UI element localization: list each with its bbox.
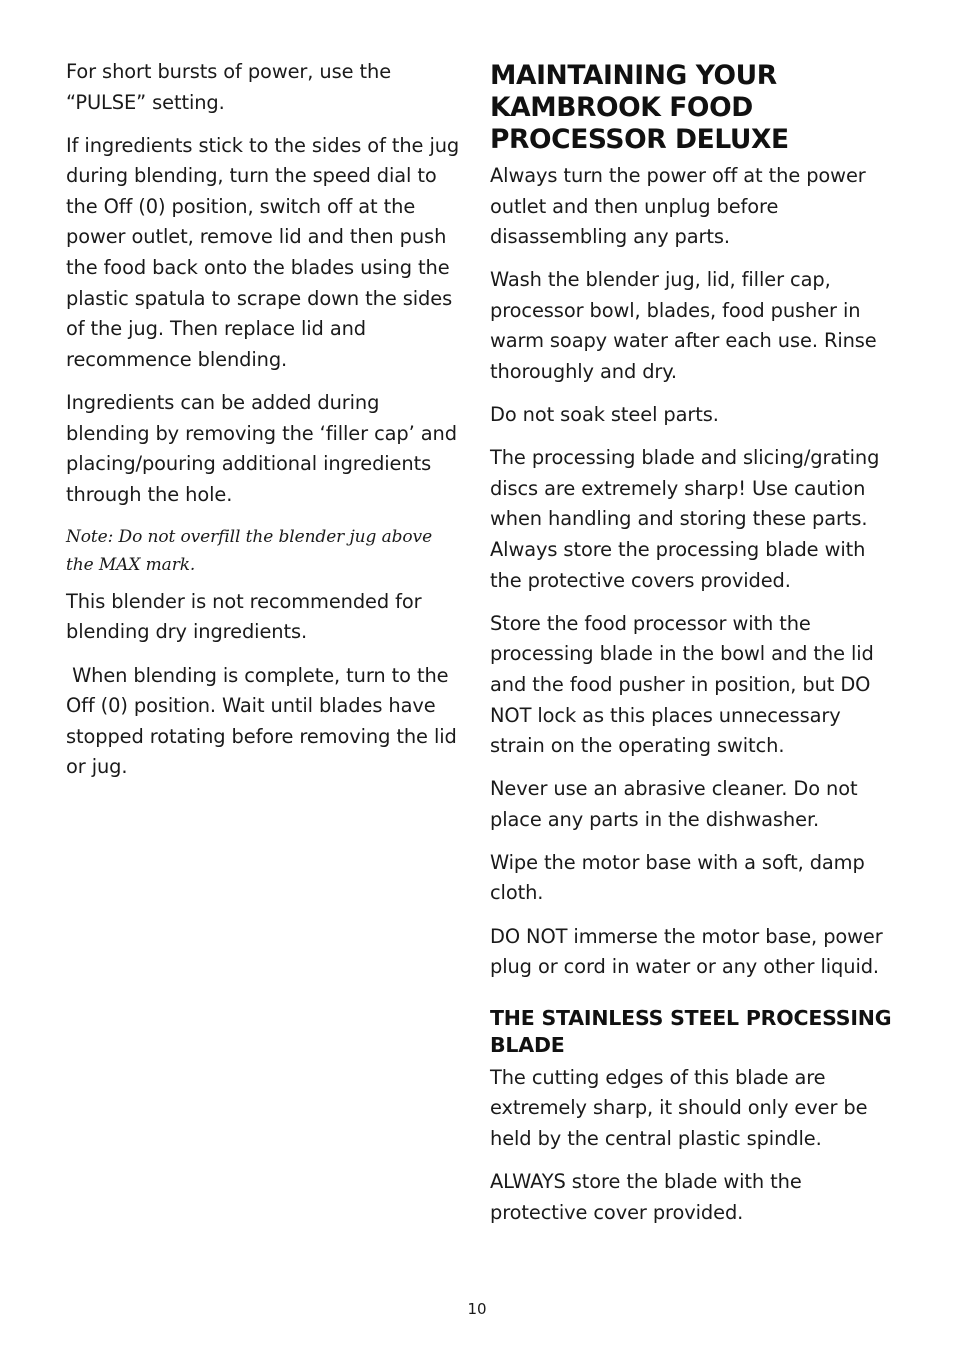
paragraph-store-blade: ALWAYS store the blade with the protective cover provided. [490,1170,802,1224]
paragraph-abrasive: Never use an abrasive cleaner. Do not place any parts in the dishwasher. [490,777,858,831]
paragraph-add-ingredients: Ingredients can be added during blending by removing the ‘filler cap’ and placing/pouring additional ingredients through the hole. [66,390,457,506]
paragraph-sharp-blade: The processing blade and slicing/grating discs are extremely sharp! Use caution when handling and storing these parts. Always store the processing blade with the protective covers provided. [490,446,880,592]
paragraph-power-off: Always turn the power off at the power outlet and then unplug before disassembling any parts. [490,164,866,249]
paragraph-no-immerse: DO NOT immerse the motor base, power plug or cord in water or any other liquid. [490,924,883,979]
left-column [66,57,461,795]
note-overfill: Note: Do not overfill the blender jug above the MAX mark. [66,526,433,575]
paragraph-wipe-base: Wipe the motor base with a soft, damp cloth. [490,850,865,905]
paragraph-pulse: For short bursts of power, use the “PULSE” setting. [66,60,392,114]
paragraph-dry-ingredients: This blender is not recommended for blending dry ingredients. [66,589,422,644]
paragraph-cutting-edges: The cutting edges of this blade are extremely sharp, it should only ever be held by the central plastic spindle. [490,1065,868,1150]
paragraph-storage: Store the food processor with the processing blade in the bowl and the lid and the food pusher in position, but DO NOT lock as this places unnecessary strain on the operating switch. [490,611,874,758]
paragraph-ingredients-stick: If ingredients stick to the sides of the jug during blending, turn the speed dial to the Off (0) position, switch off at the power outlet, remove lid and then push the food back onto the blades using the plastic spatula to scrape down the sides of the jug. Then replace lid and recommence blending. [66,133,460,371]
page-number: 10 [467,1300,487,1318]
paragraph-blending-complete: When blending is complete, turn to the Off (0) position. Wait until blades have stopped rotating before removing the lid or jug. [66,663,463,779]
right-column [490,57,892,1241]
paragraph-no-soak: Do not soak steel parts. [490,403,719,427]
paragraph-wash: Wash the blender jug, lid, filler cap, processor bowl, blades, food pusher in warm soapy water after each use. Rinse thoroughly and dry. [490,268,877,384]
subsection-heading: THE STAINLESS STEEL PROCESSING BLADE [490,1005,892,1058]
section-heading: MAINTAINING YOUR KAMBROOK FOOD PROCESSOR DELUXE [490,60,789,155]
